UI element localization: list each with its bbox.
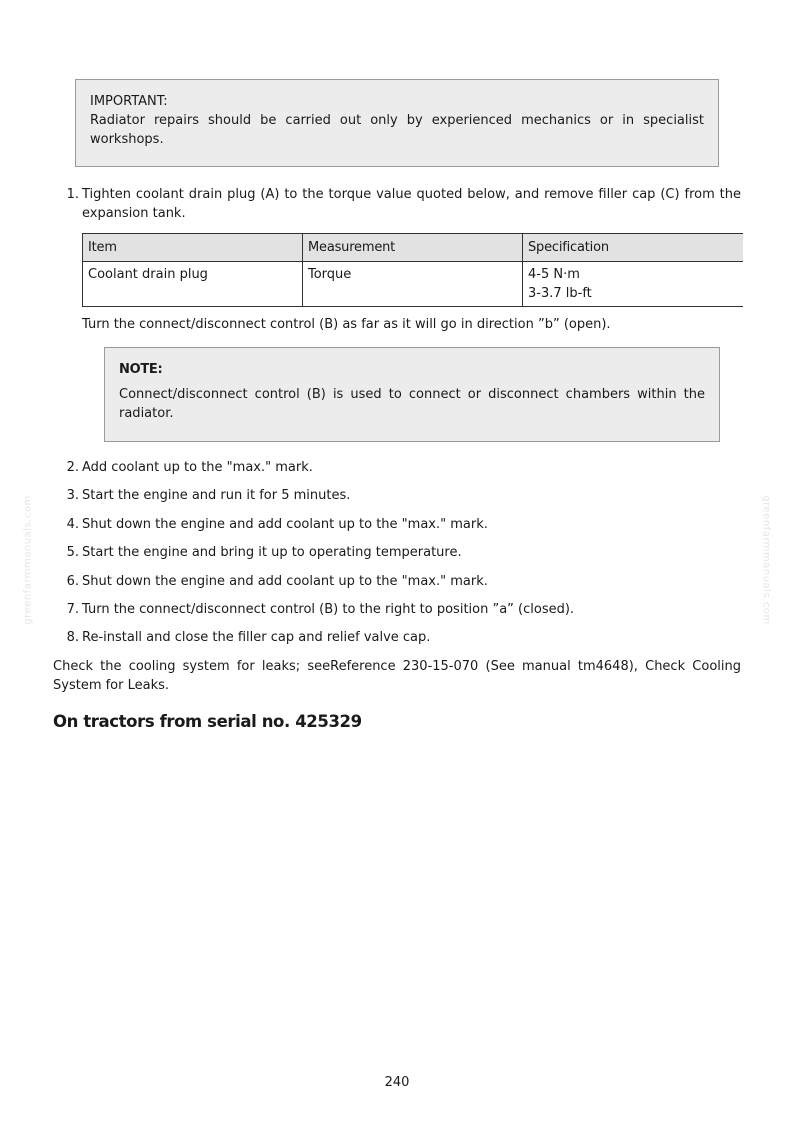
spec-metric: 4-5 N·m — [528, 267, 580, 282]
column-header-item: Item — [83, 234, 303, 262]
step-list — [63, 458, 743, 657]
step-text: Shut down the engine and add coolant up to the "max." mark. — [82, 573, 488, 589]
step-number: 2. — [66, 460, 79, 475]
important-box — [75, 79, 719, 167]
spec-imperial: 3-3.7 lb-ft — [528, 286, 592, 301]
step-text: Re-install and close the filler cap and relief valve cap. — [82, 630, 431, 646]
step-text: Turn the connect/disconnect control (B) to the right to position ”a” (closed). — [82, 601, 575, 617]
list-item — [63, 458, 743, 486]
column-header-measurement: Measurement — [303, 234, 523, 262]
important-text: Radiator repairs should be carried out only by experienced mechanics or in specialist workshops. — [90, 113, 704, 147]
check-leaks-paragraph: Check the cooling system for leaks; seeReference 230-15-070 (See manual tm4648), Check Cooling System for Leaks. — [53, 659, 741, 693]
step-number: 6. — [66, 573, 79, 589]
step-text: Add coolant up to the "max." mark. — [82, 460, 313, 475]
step-1 — [63, 185, 741, 223]
step-number: 3. — [66, 488, 79, 504]
cell-item: Coolant drain plug — [83, 262, 303, 307]
important-label: IMPORTANT: — [90, 94, 168, 109]
step-text: Tighten coolant drain plug (A) to the torque value quoted below, and remove filler cap (C) from the expansion tank. — [82, 187, 741, 221]
step-number: 7. — [66, 601, 79, 617]
step-number: 8. — [66, 630, 79, 646]
note-label: NOTE: — [119, 362, 163, 377]
step-text: Start the engine and run it for 5 minutes. — [82, 488, 351, 504]
table-header-row — [83, 234, 743, 262]
list-item — [63, 600, 743, 628]
step-number: 4. — [66, 516, 79, 532]
list-item — [63, 572, 743, 600]
list-item — [63, 628, 743, 656]
watermark-left: greenfarmmanuals.com — [22, 495, 34, 625]
note-box — [104, 347, 720, 442]
column-header-specification: Specification — [523, 234, 743, 262]
list-item — [63, 543, 743, 571]
step-number: 5. — [66, 545, 79, 561]
list-item — [63, 515, 743, 543]
page-number: 240 — [384, 1075, 410, 1090]
cell-specification — [523, 262, 743, 307]
step-text: Start the engine and bring it up to operating temperature. — [82, 545, 462, 561]
section-heading: On tractors from serial no. 425329 — [53, 712, 362, 731]
cell-measurement: Torque — [303, 262, 523, 307]
turn-instruction: Turn the connect/disconnect control (B) as far as it will go in direction ”b” (open). — [82, 317, 611, 332]
step-text: Shut down the engine and add coolant up to the "max." mark. — [82, 516, 488, 532]
table-row — [83, 262, 743, 307]
step-number: 1. — [66, 187, 79, 202]
watermark-right: greenfarmmanuals.com — [760, 495, 772, 625]
note-text: Connect/disconnect control (B) is used to connect or disconnect chambers within the radiator. — [119, 387, 705, 421]
list-item — [63, 486, 743, 514]
torque-spec-table — [82, 233, 743, 307]
